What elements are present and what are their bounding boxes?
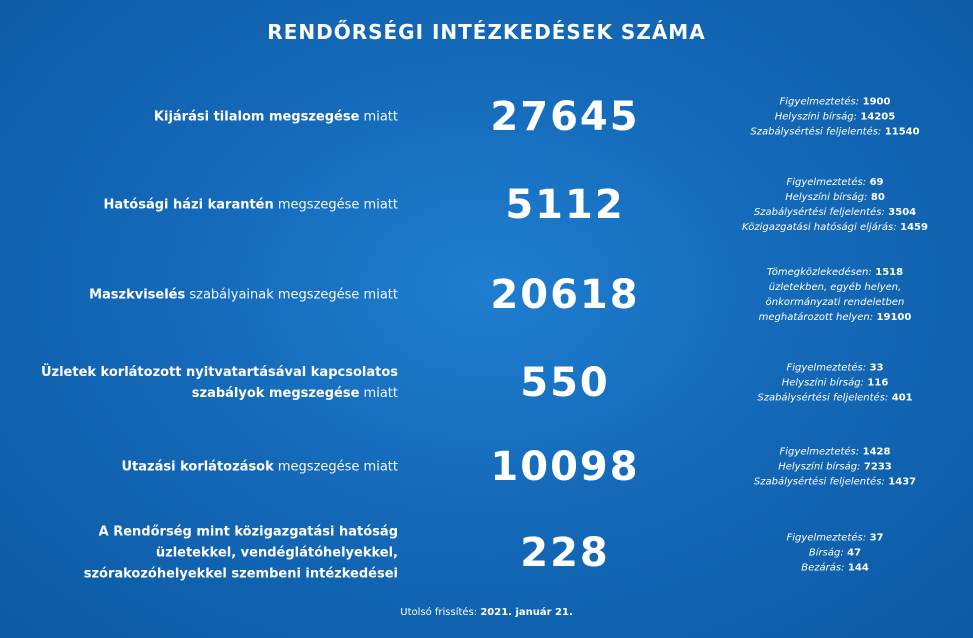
stat-details	[720, 445, 950, 490]
detail-line: Tömegközlekedésen: 1518	[766, 267, 904, 278]
stat-label: Utazási korlátozások megszegése miatt	[121, 459, 398, 475]
last-updated-date: 2021. január 21.	[480, 607, 573, 618]
stat-details	[720, 531, 950, 576]
stat-number: 10098	[490, 444, 640, 490]
stat-number: 5112	[505, 182, 625, 228]
detail-line: Figyelmeztetés: 1900	[779, 96, 891, 108]
detail-line: meghatározott helyen: 19100	[758, 312, 912, 323]
detail-line: Szabálysértési feljelentés: 11540	[750, 126, 920, 138]
stat-label: Maszkviselés szabályainak megszegése miatt	[89, 287, 398, 303]
stat-row	[0, 170, 973, 240]
stat-details	[720, 95, 950, 140]
detail-line: Helyszíni bírság: 116	[781, 377, 889, 389]
detail-line: Bírság: 47	[808, 547, 862, 559]
detail-line: Helyszíni bírság: 14205	[774, 111, 896, 123]
detail-line: Figyelmeztetés: 33	[786, 362, 884, 374]
stat-details	[720, 175, 950, 235]
stat-label: Üzletek korlátozott nyitvatartásával kapcsolatos szabályok megszegése miatt	[40, 365, 398, 401]
stat-row	[0, 436, 973, 498]
stat-row	[0, 348, 973, 418]
detail-line: Közigazgatási hatósági eljárás: 1459	[742, 222, 928, 233]
stat-number: 20618	[490, 272, 640, 318]
detail-line: Helyszíni bírság: 80	[785, 192, 885, 203]
stat-number: 27645	[490, 94, 640, 140]
stat-label: A Rendőrség mint közigazgatási hatóság üzletekkel, vendéglátóhelyekkel, szórakozóhelyekkel szembeni intézkedései	[83, 524, 398, 582]
stat-row	[0, 260, 973, 330]
detail-line: Figyelmeztetés: 69	[786, 177, 884, 188]
detail-line: Szabálysértési feljelentés: 1437	[753, 476, 917, 488]
last-updated-label: Utolsó frissítés:	[400, 607, 481, 618]
detail-line: Helyszíni bírság: 7233	[778, 461, 892, 473]
stat-label: Hatósági házi karantén megszegése miatt	[103, 197, 398, 213]
detail-line: Bezárás: 144	[801, 562, 869, 574]
last-updated	[0, 607, 973, 618]
stat-row	[0, 518, 973, 588]
stat-details	[720, 265, 950, 325]
detail-line: üzletekben, egyéb helyen,	[768, 282, 902, 293]
detail-line: Figyelmeztetés: 37	[786, 532, 884, 544]
stat-row	[0, 86, 973, 148]
detail-line: Figyelmeztetés: 1428	[779, 446, 891, 458]
page-title: RENDŐRSÉGI INTÉZKEDÉSEK SZÁMA	[267, 20, 706, 44]
stat-details	[720, 361, 950, 406]
stat-number: 550	[520, 360, 610, 406]
stat-label: Kijárási tilalom megszegése miatt	[153, 109, 398, 125]
detail-line: Szabálysértési feljelentés: 3504	[753, 207, 917, 218]
detail-line: önkormányzati rendeletben	[765, 297, 905, 308]
stat-number: 228	[520, 530, 610, 576]
detail-line: Szabálysértési feljelentés: 401	[757, 392, 913, 404]
